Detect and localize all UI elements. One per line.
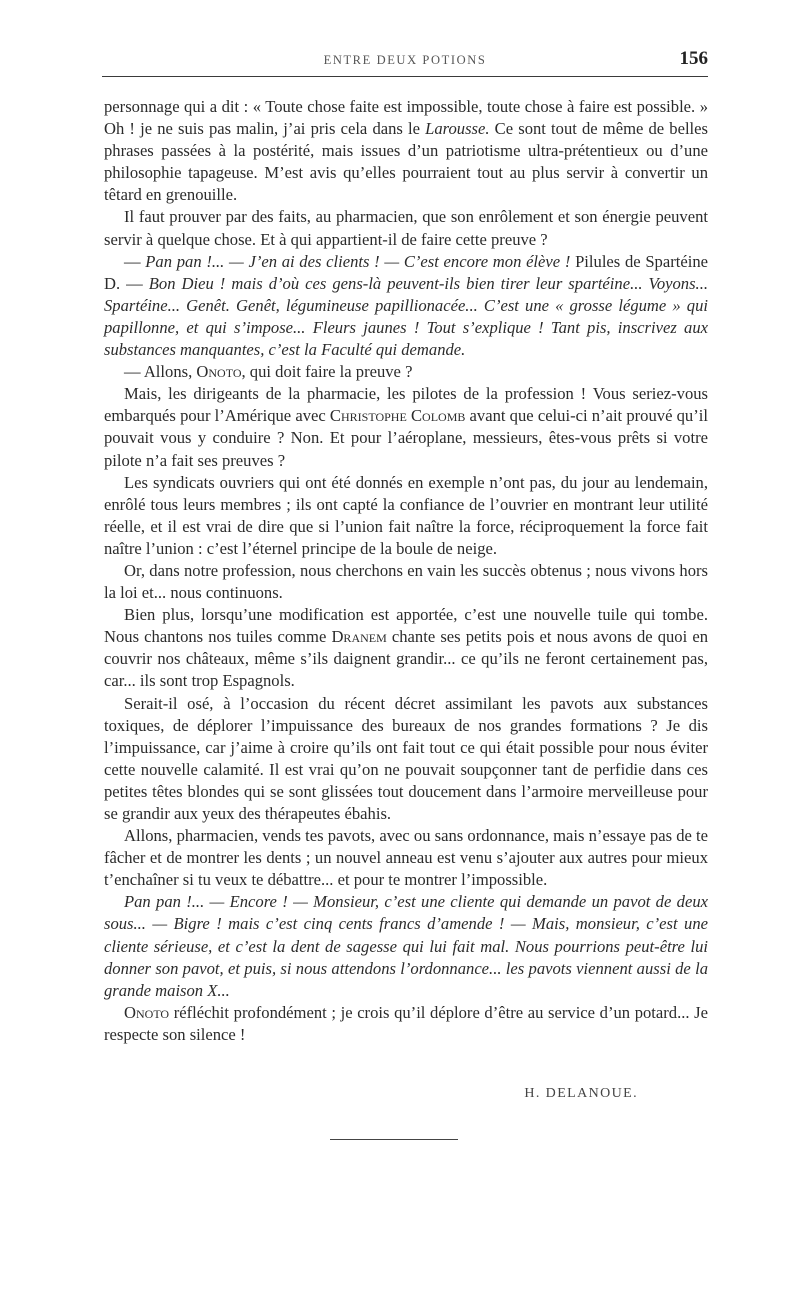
- page-number: 156: [679, 48, 708, 69]
- paragraph: [104, 206, 708, 250]
- end-rule: [330, 1139, 458, 1140]
- running-title: ENTRE DEUX POTIONS: [323, 53, 487, 67]
- paragraph: [104, 383, 708, 471]
- text-run: Serait-il osé, à l’occasion du récent décret assimilant les pavots aux substances toxiques, de déplorer l’impuissance des bureaux de nos grandes formations ? Je dis l’impuissance, car j’aime à croire qu’ils ont fait tout ce qui était possible pour nous éviter cette nouvelle calamité. Il est vrai qu’on ne pouvait soupçonner tant de perfidie dans ces petites têtes blondes qui se sont glissées tout doucement dans l’armoire merveilleuse pour se grandir aux yeux des thérapeutes ébahis.: [104, 693, 708, 823]
- italic-text: Pan pan !... — Encore ! — Monsieur, c’est une cliente qui demande un pavot de deux sous... — Bigre ! mais c’est cinq cents francs d’amende ! — Mais, monsieur, c’est une cliente sérieuse, et c’est la dent de sagesse qui lui fait mal. Nous pourrions peut-être lui donner son pavot, et puis, si nous attendons l’ordonnance... les pavots viennent aussi de la grande maison X...: [104, 892, 708, 1000]
- paragraph: [104, 251, 708, 361]
- paragraph: [104, 96, 708, 206]
- text-run: Les syndicats ouvriers qui ont été donnés en exemple n’ont pas, du jour au lendemain, enrôlé tous leurs membres ; ils ont capté la confiance de l’ouvrier en montrant leur utilité réelle, et il est vrai de dire que si l’union fait naître la force, réciproquement la force fait naître l’union : c’est l’éternel principe de la boule de neige.: [104, 472, 708, 558]
- italic-text: Pan pan !... — J’en ai des clients ! — C’est encore mon élève !: [145, 251, 571, 271]
- paragraph: [104, 1002, 708, 1046]
- paragraph: [104, 361, 708, 383]
- text-run: Ce sont tout de même de belles phrases passées à la postérité, mais issues d’un patriotisme ultra-prétentieux ou d’une philosophie tapageuse. M’est avis qu’elles pourraient tout au plus servir à convertir un têtard en grenouille.: [104, 119, 708, 205]
- page-header: [102, 46, 708, 77]
- italic-text: Larousse.: [425, 119, 490, 139]
- small-caps-name: Christophe Colomb: [329, 406, 466, 426]
- text-run: Or, dans notre profession, nous cherchons en vain les succès obtenus ; nous vivons hors la loi et... nous continuons.: [104, 560, 708, 603]
- text-run: réfléchit profondément ; je crois qu’il déplore d’être au service d’un potard... Je respecte son silence !: [104, 1002, 708, 1044]
- author-signature: H. DELANOUE.: [524, 1086, 638, 1101]
- text-run: Mais, les dirigeants de la pharmacie, les pilotes de la profession ! Vous seriez-vous embarqués pour l’Amérique avec: [104, 384, 708, 426]
- paragraph: [104, 825, 708, 891]
- paragraph: [104, 891, 708, 1001]
- text-run: Allons, pharmacien, vends tes pavots, avec ou sans ordonnance, mais n’essaye pas de te fâcher et de montrer les dents ; un nouvel anneau est venu s’ajouter aux autres pour mieux t’enchaîner si tu veux te débattre... et pour te montrer l’impossible.: [104, 826, 708, 890]
- text-run: Pilules de Spartéine D. —: [104, 251, 708, 293]
- paragraph: [104, 560, 708, 604]
- text-run: — Allons,: [124, 362, 197, 382]
- text-run: , qui doit faire la preuve ?: [241, 362, 413, 382]
- italic-text: Bon Dieu ! mais d’où ces gens-là peuvent-ils bien tirer leur spartéine... Voyons... Spartéine... Genêt. Genêt, légumineuse papillionacée... C’est une « grosse légume » qui papillonne, et qui s’impose... Fleurs jaunes ! Tout s’explique ! Tant pis, inscrivez aux substances manquantes, c’est la Faculté qui demande.: [104, 273, 708, 360]
- small-caps-name: Dranem: [331, 627, 387, 647]
- small-caps-name: Onoto: [196, 362, 242, 382]
- text-run: chante ses petits pois et nous avons de quoi en couvrir nos châteaux, même s’ils daignent grandir... ce qu’ils ne feront certainement pas, car... ils sont trop Espagnols.: [104, 627, 708, 691]
- paragraph: [104, 693, 708, 826]
- text-run: Bien plus, lorsqu’une modification est apportée, c’est une nouvelle tuile qui tombe. Nous chantons nos tuiles comme: [104, 605, 708, 647]
- text-run: —: [124, 251, 146, 271]
- text-run: Il faut prouver par des faits, au pharmacien, que son enrôlement et son énergie peuvent servir à quelque chose. Et à qui appartient-il de faire cette preuve ?: [104, 207, 708, 249]
- small-caps-name: Onoto: [124, 1002, 170, 1022]
- article-body: [104, 96, 708, 1046]
- text-run: personnage qui a dit : « Toute chose faite est impossible, toute chose à faire est possible. » Oh ! je ne suis pas malin, j’ai pris cela dans le: [104, 97, 708, 139]
- paragraph: [104, 472, 708, 560]
- text-run: avant que celui-ci n’ait prouvé qu’il pouvait vous y conduire ? Non. Et pour l’aéroplane, messieurs, êtes-vous prêts si votre pilote n’a fait ses preuves ?: [104, 406, 708, 470]
- paragraph: [104, 604, 708, 692]
